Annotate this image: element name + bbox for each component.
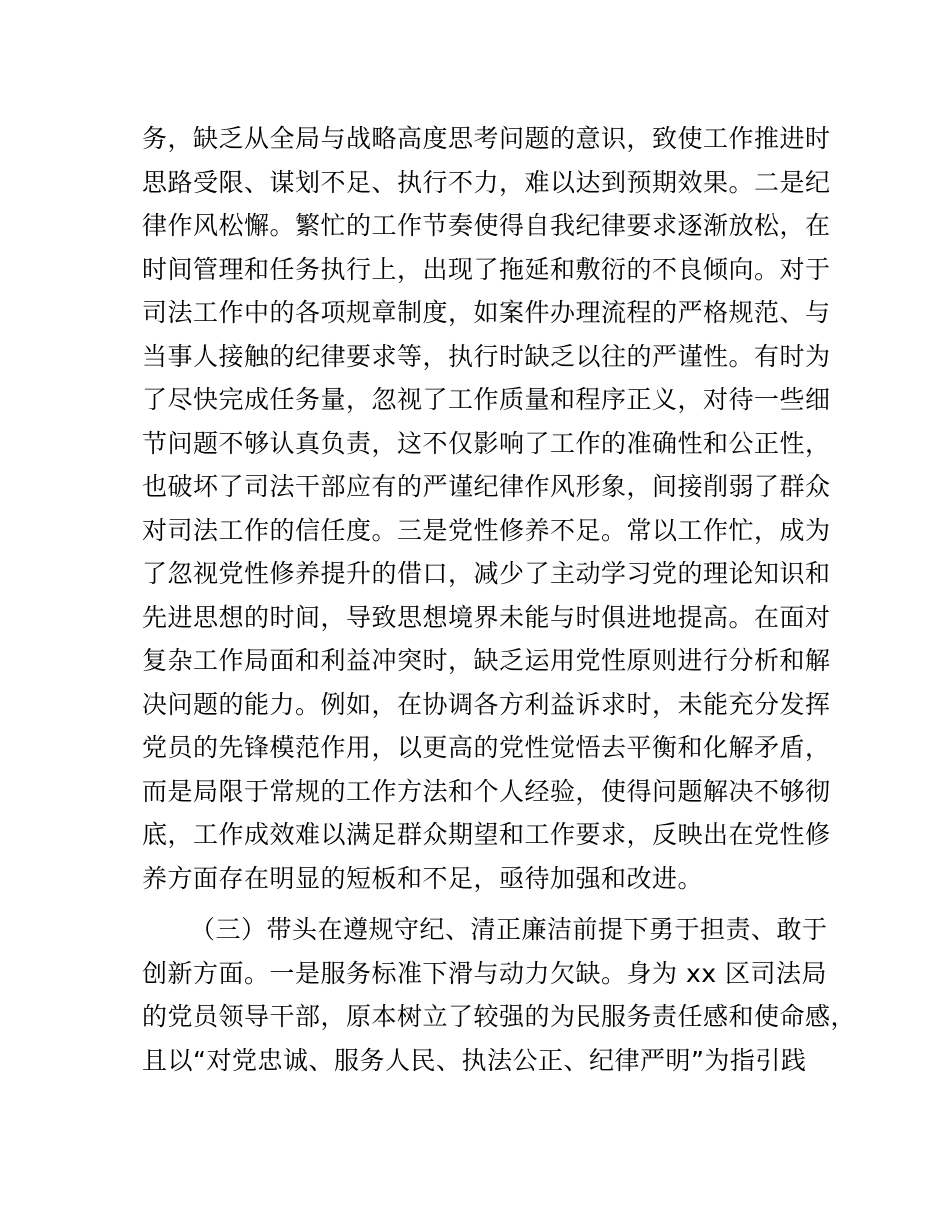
text-line: 了尽快完成任务量，忽视了工作质量和程序正义，对待一些细 [142, 385, 831, 414]
text-line: 节问题不够认真负责，这不仅影响了工作的准确性和公正性， [142, 429, 831, 458]
text-line: 先进思想的时间，导致思想境界未能与时俱进地提高。在面对 [142, 603, 831, 632]
text-line: 务，缺乏从全局与战略高度思考问题的意识，致使工作推进时 [142, 124, 831, 153]
text-line: 决问题的能力。例如，在协调各方利益诉求时，未能充分发挥 [142, 690, 831, 719]
text-line: 律作风松懈。繁忙的工作节奏使得自我纪律要求逐渐放松，在 [142, 211, 831, 240]
text-line: 底，工作成效难以满足群众期望和工作要求，反映出在党性修 [142, 820, 831, 849]
text-line: 思路受限、谋划不足、执行不力，难以达到预期效果。二是纪 [142, 168, 831, 197]
text-line: 当事人接触的纪律要求等，执行时缺乏以往的严谨性。有时为 [142, 342, 831, 371]
text-line: 的党员领导干部，原本树立了较强的为民服务责任感和使命感， [142, 1002, 857, 1031]
text-line: 对司法工作的信任度。三是党性修养不足。常以工作忙，成为 [142, 516, 831, 545]
text-line: 党员的先锋模范作用，以更高的党性觉悟去平衡和化解矛盾， [142, 733, 831, 762]
text-line: 复杂工作局面和利益冲突时，缺乏运用党性原则进行分析和解 [142, 646, 831, 675]
text-line: 养方面存在明显的短板和不足，亟待加强和改进。 [142, 864, 704, 893]
text-line: 时间管理和任务执行上，出现了拖延和敷衍的不良倾向。对于 [142, 255, 831, 284]
text-line: 而是局限于常规的工作方法和个人经验，使得问题解决不够彻 [142, 777, 831, 806]
text-line: 司法工作中的各项规章制度，如案件办理流程的严格规范、与 [142, 298, 831, 327]
section-heading-line: （三）带头在遵规守纪、清正廉洁前提下勇于担责、敢于 [190, 915, 828, 944]
text-line: 也破坏了司法干部应有的严谨纪律作风形象，间接削弱了群众 [142, 472, 831, 501]
text-line: 且以“对党忠诚、服务人民、执法公正、纪律严明”为指引践 [142, 1046, 807, 1075]
text-line: 了忽视党性修养提升的借口，减少了主动学习党的理论知识和 [142, 559, 831, 588]
text-line: 创新方面。一是服务标准下滑与动力欠缺。身为 xx 区司法局 [142, 959, 827, 988]
